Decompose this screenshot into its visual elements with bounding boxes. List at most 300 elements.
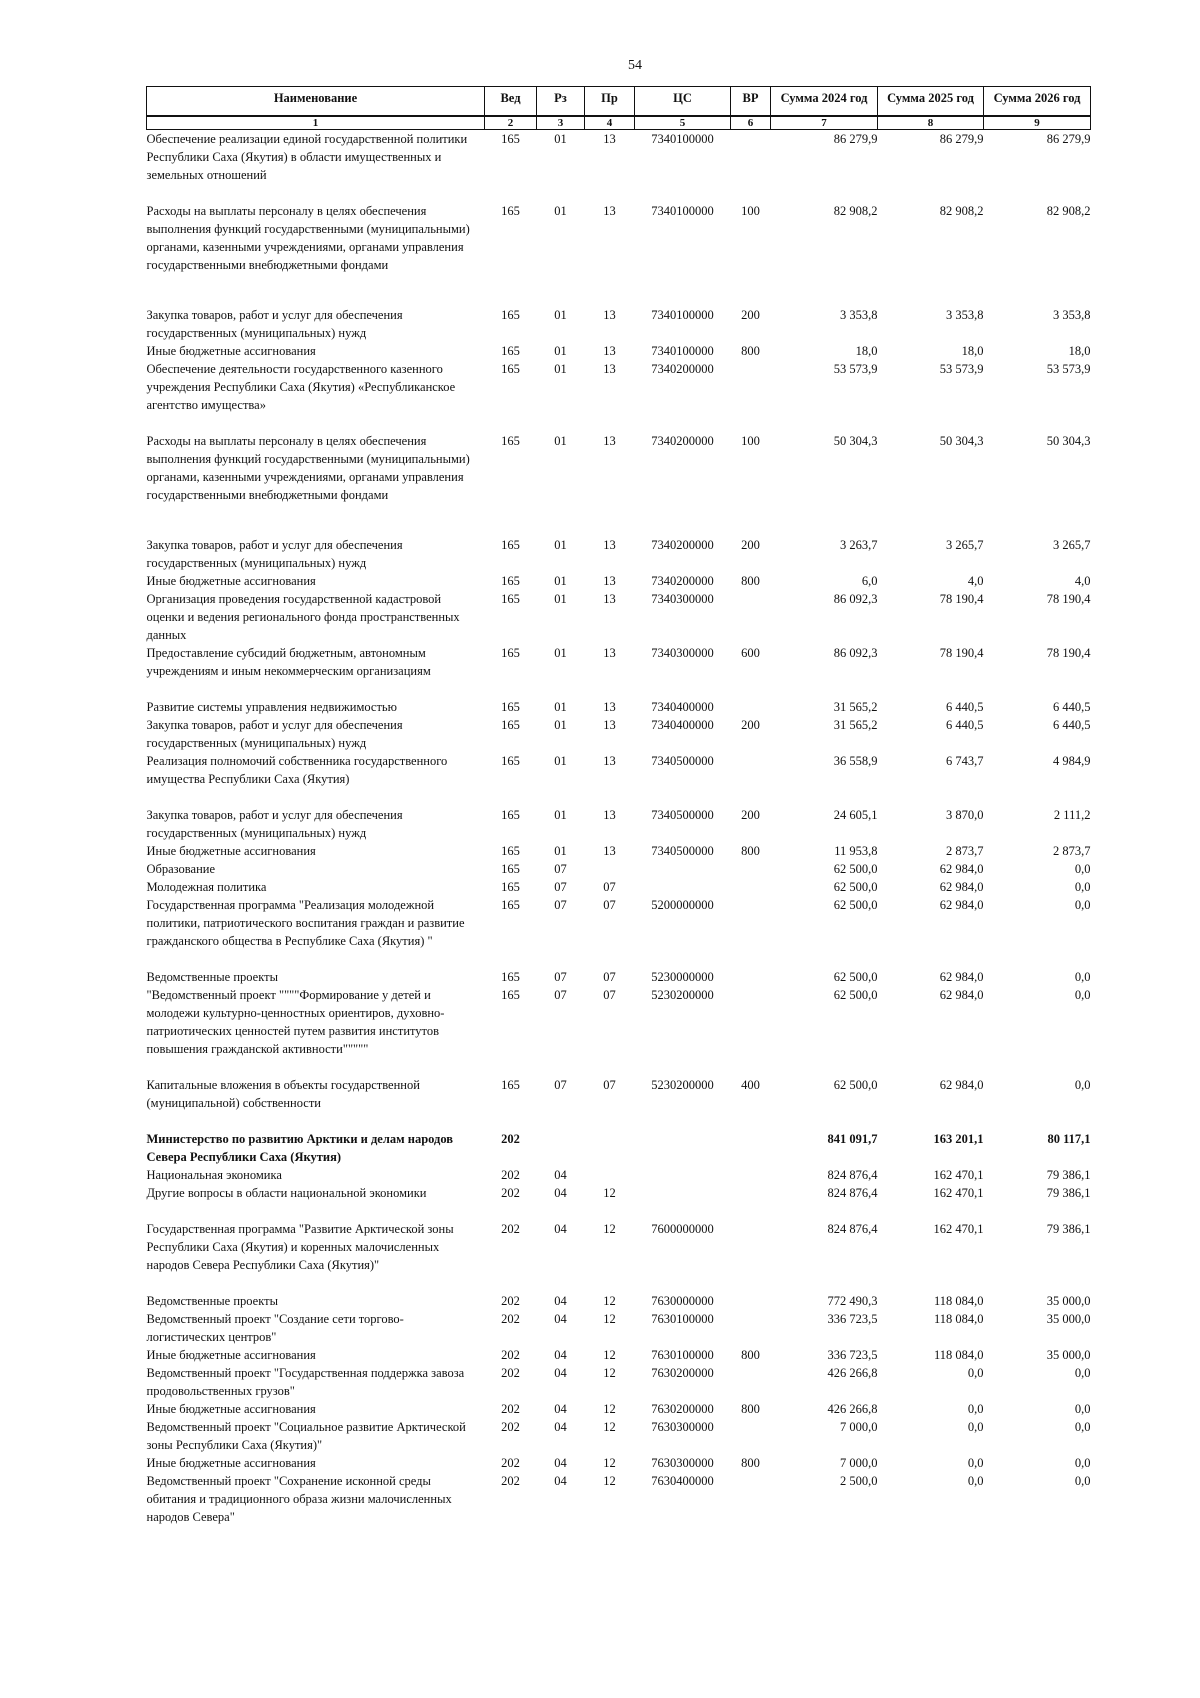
row-sum-2026: 4,0 [1074,573,1091,588]
row-cs: 7630400000 [651,1473,714,1488]
row-sum-2025: 3 353,8 [946,307,984,322]
row-sum-2025: 6 440,5 [946,699,984,714]
row-rz: 07 [554,879,567,894]
row-vr [731,752,771,806]
row-ved: 202 [501,1455,520,1470]
row-cs: 7630200000 [651,1401,714,1416]
row-name: Национальная экономика [146,1167,282,1182]
row-pr: 07 [603,879,616,894]
row-sum-2025: 0,0 [967,1473,984,1488]
row-sum-2025: 6 440,5 [946,717,984,732]
row-vr [731,1130,771,1166]
column-number: 3 [537,116,585,130]
row-sum-2025: 118 084,0 [933,1311,984,1326]
row-rz: 01 [554,843,567,858]
row-name: Иные бюджетные ассигнования [146,1455,316,1470]
row-sum-2026: 0,0 [1074,987,1091,1002]
row-sum-2024: 62 500,0 [833,969,878,984]
row-sum-2026: 2 111,2 [1053,807,1091,822]
table-row [147,1418,1091,1454]
row-vr [731,130,771,202]
table-row [147,968,1091,986]
table-row [147,130,1091,202]
row-sum-2026: 0,0 [1074,1365,1091,1380]
budget-table [146,86,1091,1526]
row-sum-2024: 824 876,4 [827,1221,878,1236]
row-vr [731,1220,771,1292]
row-ved: 165 [501,861,520,876]
row-pr: 13 [603,361,616,376]
row-name: Иные бюджетные ассигнования [146,573,316,588]
row-sum-2026: 4 984,9 [1053,753,1091,768]
table-body [147,130,1091,1526]
row-vr [731,1472,771,1526]
row-vr: 800 [741,1455,760,1470]
row-pr: 12 [603,1347,616,1362]
row-sum-2024: 841 091,7 [827,1131,878,1146]
row-sum-2026: 0,0 [1074,1455,1091,1470]
row-sum-2026: 50 304,3 [1046,433,1091,448]
column-header-cs: ЦС [635,87,731,117]
row-cs: 7630300000 [651,1455,714,1470]
row-sum-2026: 3 353,8 [1053,307,1091,322]
row-vr [731,1184,771,1220]
row-pr: 13 [603,573,616,588]
row-name: Расходы на выплаты персоналу в целях обеспечения выполнения функций государственными (муниципальными) органами, казенными учреждениями, органами управления государственными внебюджетными фондами [146,203,470,272]
row-name: Ведомственные проекты [146,969,279,984]
row-cs: 7340200000 [651,433,714,448]
row-ved: 165 [501,361,520,376]
row-sum-2025: 50 304,3 [939,433,984,448]
row-pr: 12 [603,1365,616,1380]
row-vr [731,896,771,968]
row-cs: 7340400000 [651,699,714,714]
row-rz: 04 [554,1167,567,1182]
row-vr [731,878,771,896]
row-cs: 5200000000 [651,897,714,912]
row-sum-2026: 0,0 [1074,1419,1091,1434]
row-cs: 7340200000 [651,573,714,588]
row-sum-2024: 36 558,9 [833,753,878,768]
row-rz: 04 [554,1347,567,1362]
row-sum-2025: 0,0 [967,1401,984,1416]
row-cs [635,878,731,896]
row-sum-2024: 18,0 [855,343,878,358]
row-rz: 07 [554,861,567,876]
row-pr: 13 [603,753,616,768]
row-rz: 01 [554,361,567,376]
row-cs: 5230200000 [651,987,714,1002]
row-vr: 800 [741,1347,760,1362]
row-sum-2024: 772 490,3 [827,1293,878,1308]
row-sum-2024: 31 565,2 [833,699,878,714]
row-ved: 165 [501,591,520,606]
column-header-sum-2026: Сумма 2026 год [984,87,1091,117]
row-rz: 04 [554,1365,567,1380]
row-sum-2024: 7 000,0 [840,1419,878,1434]
row-pr: 13 [603,717,616,732]
row-sum-2025: 53 573,9 [939,361,984,376]
row-sum-2025: 78 190,4 [939,591,984,606]
table-row [147,306,1091,342]
row-sum-2025: 86 279,9 [939,132,984,146]
row-sum-2024: 31 565,2 [833,717,878,732]
row-rz: 07 [554,987,567,1002]
column-header-ved: Вед [485,87,537,117]
row-rz: 04 [554,1221,567,1236]
row-ved: 165 [501,203,520,218]
row-sum-2024: 86 279,9 [833,132,878,146]
row-name: Ведомственный проект "Социальное развитие Арктической зоны Республики Саха (Якутия)" [146,1419,466,1452]
row-vr [731,1310,771,1346]
table-row [147,1076,1091,1130]
row-vr [731,698,771,716]
row-pr [585,860,635,878]
row-sum-2025: 82 908,2 [939,203,984,218]
row-sum-2026: 0,0 [1074,861,1091,876]
row-pr: 13 [603,132,616,146]
row-vr [731,968,771,986]
table-row [147,986,1091,1076]
row-vr [731,860,771,878]
column-number: 7 [771,116,878,130]
table-row [147,202,1091,306]
column-header-rz: Рз [537,87,585,117]
table-row [147,878,1091,896]
row-pr: 07 [603,987,616,1002]
table-row [147,716,1091,752]
row-sum-2026: 18,0 [1068,343,1091,358]
row-sum-2024: 7 000,0 [840,1455,878,1470]
row-sum-2025: 3 265,7 [946,537,984,552]
row-name: Организация проведения государственной кадастровой оценки и ведения регионального фонда пространственных данных [146,591,460,642]
row-vr [731,1292,771,1310]
row-cs: 7340300000 [651,645,714,660]
row-name: Реализация полномочий собственника государственного имущества Республики Саха (Якутия) [146,753,448,786]
row-ved: 202 [501,1221,520,1236]
row-cs: 5230000000 [651,969,714,984]
row-sum-2026: 35 000,0 [1046,1293,1091,1308]
table-row [147,1364,1091,1400]
row-name: Иные бюджетные ассигнования [146,1347,316,1362]
row-sum-2024: 86 092,3 [833,591,878,606]
row-rz: 07 [554,969,567,984]
row-rz: 04 [554,1473,567,1488]
row-sum-2024: 86 092,3 [833,645,878,660]
row-rz: 04 [554,1401,567,1416]
row-sum-2025: 6 743,7 [946,753,984,768]
row-ved: 165 [501,879,520,894]
row-pr: 13 [603,591,616,606]
table-row [147,842,1091,860]
row-name: Обеспечение деятельности государственного казенного учреждения Республики Саха (Якутия) «Республиканское агентство имущества» [146,361,456,412]
row-pr: 13 [603,307,616,322]
row-rz: 01 [554,591,567,606]
row-vr [731,1418,771,1454]
row-name: Ведомственный проект "Создание сети торгово-логистических центров" [146,1311,404,1344]
row-sum-2024: 50 304,3 [833,433,878,448]
row-sum-2026: 0,0 [1074,1401,1091,1416]
table-row [147,896,1091,968]
row-vr [731,1364,771,1400]
row-sum-2025: 162 470,1 [933,1167,984,1182]
row-ved: 202 [501,1167,520,1182]
row-pr: 07 [603,969,616,984]
row-cs: 7340400000 [651,717,714,732]
row-vr: 800 [741,573,760,588]
row-sum-2025: 162 470,1 [933,1185,984,1200]
row-vr: 800 [741,843,760,858]
row-pr: 13 [603,343,616,358]
row-vr: 100 [741,433,760,448]
table-row [147,860,1091,878]
row-sum-2025: 0,0 [967,1365,984,1380]
row-ved: 202 [501,1365,520,1380]
row-sum-2024: 53 573,9 [833,361,878,376]
row-vr: 200 [741,717,760,732]
column-number: 2 [485,116,537,130]
row-sum-2026: 6 440,5 [1053,699,1091,714]
row-sum-2026: 80 117,1 [1047,1131,1091,1146]
row-rz: 04 [554,1419,567,1434]
row-pr: 12 [603,1455,616,1470]
row-pr: 12 [603,1419,616,1434]
row-name: Молодежная политика [146,879,267,894]
column-header-name: Наименование [147,87,485,117]
row-cs: 7630100000 [651,1347,714,1362]
row-rz [537,1130,585,1166]
row-sum-2025: 118 084,0 [933,1293,984,1308]
row-name: Образование [146,861,216,876]
row-name: Обеспечение реализации единой государственной политики Республики Саха (Якутия) в области имущественных и земельных отношений [146,132,468,182]
row-vr [731,1166,771,1184]
row-sum-2026: 79 386,1 [1046,1167,1091,1182]
row-cs: 7340500000 [651,807,714,822]
column-number: 4 [585,116,635,130]
row-pr: 07 [603,1077,616,1092]
row-sum-2026: 0,0 [1074,1473,1091,1488]
row-pr: 13 [603,843,616,858]
row-rz: 04 [554,1293,567,1308]
row-name: Закупка товаров, работ и услуг для обеспечения государственных (муниципальных) нужд [146,307,403,340]
table-row [147,432,1091,536]
row-cs: 7630300000 [651,1419,714,1434]
row-sum-2026: 82 908,2 [1046,203,1091,218]
row-sum-2026: 0,0 [1074,897,1091,912]
table-row [147,572,1091,590]
row-ved: 165 [501,645,520,660]
row-sum-2025: 62 984,0 [939,987,984,1002]
row-pr: 07 [603,897,616,912]
row-pr: 13 [603,807,616,822]
row-ved: 165 [501,699,520,714]
row-sum-2026: 0,0 [1074,879,1091,894]
column-number: 6 [731,116,771,130]
row-sum-2026: 0,0 [1074,969,1091,984]
table-row [147,590,1091,644]
row-sum-2025: 3 870,0 [946,807,984,822]
row-sum-2025: 62 984,0 [939,969,984,984]
row-sum-2026: 78 190,4 [1046,591,1091,606]
row-cs: 7340100000 [651,132,714,146]
row-ved: 202 [501,1419,520,1434]
row-cs: 7630200000 [651,1365,714,1380]
row-sum-2024: 3 353,8 [840,307,878,322]
row-sum-2024: 62 500,0 [833,1077,878,1092]
row-rz: 07 [554,897,567,912]
row-ved: 165 [501,753,520,768]
row-sum-2026: 78 190,4 [1046,645,1091,660]
row-pr: 12 [603,1473,616,1488]
table-row [147,698,1091,716]
row-ved: 202 [501,1311,520,1326]
row-sum-2024: 2 500,0 [840,1473,878,1488]
row-sum-2024: 6,0 [861,573,878,588]
row-sum-2025: 62 984,0 [939,1077,984,1092]
row-sum-2025: 62 984,0 [939,879,984,894]
row-vr: 800 [741,1401,760,1416]
column-number: 1 [147,116,485,130]
row-pr: 12 [603,1401,616,1416]
column-header-pr: Пр [585,87,635,117]
row-sum-2025: 0,0 [967,1419,984,1434]
row-sum-2026: 53 573,9 [1046,361,1091,376]
row-name: "Ведомственный проект """"Формирование у детей и молодежи культурно-ценностных ориентиров, духовно-патриотических ценностей путем развития институтов повышения гражданской активности""""" [146,987,445,1056]
row-name: Ведомственные проекты [146,1293,279,1308]
row-sum-2026: 86 279,9 [1046,132,1091,146]
row-sum-2026: 2 873,7 [1053,843,1091,858]
row-sum-2025: 18,0 [961,343,984,358]
row-name: Закупка товаров, работ и услуг для обеспечения государственных (муниципальных) нужд [146,537,403,570]
table-row [147,1472,1091,1526]
row-pr: 12 [603,1185,616,1200]
row-vr [731,590,771,644]
column-number: 9 [984,116,1091,130]
row-ved: 202 [501,1131,520,1146]
row-cs [635,1130,731,1166]
table-row [147,1220,1091,1292]
row-vr [731,360,771,432]
row-cs: 7340200000 [651,361,714,376]
row-sum-2024: 336 723,5 [827,1311,878,1326]
row-rz: 01 [554,573,567,588]
row-sum-2025: 118 084,0 [933,1347,984,1362]
row-sum-2024: 824 876,4 [827,1167,878,1182]
row-ved: 202 [501,1293,520,1308]
row-pr: 13 [603,645,616,660]
row-name: Закупка товаров, работ и услуг для обеспечения государственных (муниципальных) нужд [146,717,403,750]
row-sum-2024: 3 263,7 [840,537,878,552]
row-pr: 13 [603,433,616,448]
table-row [147,644,1091,698]
row-cs [635,1184,731,1220]
column-number-row [147,116,1091,130]
row-sum-2024: 82 908,2 [833,203,878,218]
row-rz: 01 [554,753,567,768]
table-row [147,1130,1091,1166]
row-cs: 7340100000 [651,307,714,322]
row-cs [635,860,731,878]
row-sum-2024: 24 605,1 [833,807,878,822]
row-ved: 165 [501,843,520,858]
row-ved: 165 [501,987,520,1002]
row-ved: 202 [501,1473,520,1488]
row-ved: 165 [501,573,520,588]
row-name: Другие вопросы в области национальной экономики [146,1185,427,1200]
row-pr: 13 [603,537,616,552]
row-cs: 7340300000 [651,591,714,606]
table-header-row [147,87,1091,117]
row-sum-2024: 426 266,8 [827,1365,878,1380]
row-ved: 165 [501,343,520,358]
row-sum-2026: 35 000,0 [1046,1347,1091,1362]
row-rz: 04 [554,1311,567,1326]
row-sum-2025: 78 190,4 [939,645,984,660]
row-ved: 165 [501,969,520,984]
row-pr [585,1166,635,1184]
row-sum-2024: 62 500,0 [833,879,878,894]
row-cs: 7340200000 [651,537,714,552]
row-sum-2026: 35 000,0 [1046,1311,1091,1326]
row-name: Государственная программа "Развитие Арктической зоны Республики Саха (Якутия) и коренных малочисленных народов Севера Республики Саха (Якутия)" [146,1221,454,1272]
row-sum-2025: 163 201,1 [933,1131,984,1146]
table-row [147,752,1091,806]
row-name: Закупка товаров, работ и услуг для обеспечения государственных (муниципальных) нужд [146,807,403,840]
row-name: Министерство по развитию Арктики и делам народов Севера Республики Саха (Якутия) [146,1131,454,1164]
row-rz: 01 [554,537,567,552]
row-sum-2024: 11 953,8 [834,843,878,858]
row-name: Иные бюджетные ассигнования [146,343,316,358]
row-vr: 200 [741,537,760,552]
row-name: Развитие системы управления недвижимостью [146,699,397,714]
row-ved: 202 [501,1185,520,1200]
row-rz: 04 [554,1185,567,1200]
row-name: Расходы на выплаты персоналу в целях обеспечения выполнения функций государственными (муниципальными) органами, казенными учреждениями, органами управления государственными внебюджетными фондами [146,433,470,502]
row-rz: 01 [554,645,567,660]
row-rz: 01 [554,132,567,146]
row-pr: 12 [603,1293,616,1308]
row-sum-2024: 824 876,4 [827,1185,878,1200]
row-ved: 202 [501,1401,520,1416]
row-pr [585,1130,635,1166]
row-cs: 5230200000 [651,1077,714,1092]
row-name: Государственная программа "Реализация молодежной политики, патриотического воспитания граждан и развитие гражданского общества в Республике Саха (Якутия) " [146,897,465,948]
row-ved: 165 [501,897,520,912]
row-cs [635,1166,731,1184]
row-pr: 13 [603,699,616,714]
row-rz: 01 [554,807,567,822]
row-rz: 07 [554,1077,567,1092]
table-row [147,1310,1091,1346]
row-rz: 01 [554,307,567,322]
row-rz: 01 [554,699,567,714]
row-rz: 01 [554,203,567,218]
row-sum-2025: 0,0 [967,1455,984,1470]
row-cs: 7600000000 [651,1221,714,1236]
column-header-sum-2025: Сумма 2025 год [878,87,984,117]
row-sum-2024: 336 723,5 [827,1347,878,1362]
row-pr: 12 [603,1311,616,1326]
row-ved: 165 [501,433,520,448]
row-name: Иные бюджетные ассигнования [146,1401,316,1416]
row-vr: 400 [741,1077,760,1092]
row-ved: 165 [501,807,520,822]
row-name: Предоставление субсидий бюджетным, автономным учреждениям и иным некоммерческим организациям [146,645,431,678]
page-number: 54 [628,58,642,73]
row-sum-2024: 426 266,8 [827,1401,878,1416]
row-sum-2025: 162 470,1 [933,1221,984,1236]
row-ved: 165 [501,307,520,322]
